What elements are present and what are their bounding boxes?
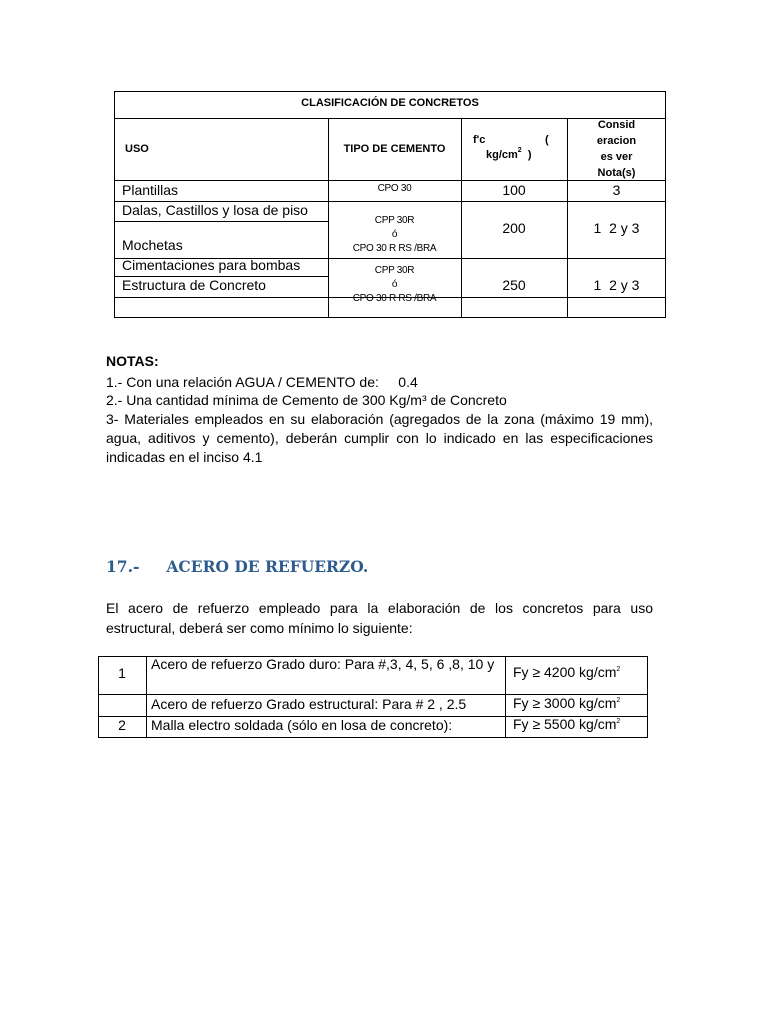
header-fc: f'c [473, 134, 486, 146]
intro-paragraph: El acero de refuerzo empleado para la elaboración de los concretos para uso estructural, deberá ser como mínimo lo siguiente: [106, 600, 653, 636]
table-cell-cemento: CPO 30 [377, 183, 412, 194]
table-cell-desc: Acero de refuerzo Grado duro: Para #,3, 4, 5, 6 ,8, 10 y [151, 656, 495, 672]
table-cell-notas: 1 2 y 3 [593, 220, 640, 236]
table-cell-cemento: CPP 30R ó CPO 30 R RS /BRA [352, 215, 437, 254]
table-cell-notas: 1 2 y 3 [593, 277, 640, 293]
table-cell-desc: Malla electro soldada (sólo en losa de concreto): [151, 717, 453, 733]
concrete-classification-table [114, 91, 666, 318]
table-cell-fc: 200 [502, 220, 526, 236]
table-cell-fy: Fy ≥ 5500 $kg/cm^2$ [513, 716, 621, 732]
header-fc-units: $kg/cm^2$ ) [486, 147, 532, 161]
header-tipo-cemento: TIPO DE CEMENTO [343, 143, 446, 155]
table-cell-desc: Acero de refuerzo Grado estructural: Para # 2 , 2.5 [151, 696, 467, 712]
header-uso: USO [125, 143, 149, 155]
table-cell-num: 2 [118, 717, 126, 733]
table-cell-notas: 3 [612, 182, 621, 198]
table-cell-uso: Plantillas [122, 182, 179, 198]
note-item: 3- Materiales empleados en su elaboración (agregados de la zona (máximo 19 mm), agua, aditivos y cemento), deberán cumplir con lo indicado en las especificaciones indicadas en el inciso 4.1 [106, 411, 653, 465]
section-heading [106, 557, 368, 576]
table-cell-fy: Fy ≥ 4200 $kg/cm^2$ [513, 664, 621, 680]
notes-heading: NOTAS: [106, 353, 159, 369]
table-cell-num: 1 [118, 665, 126, 681]
table-cell-cemento: CPP 30R ó CPO 30 R RS /BRA [352, 265, 437, 304]
section-title: ACERO DE REFUERZO. [166, 557, 369, 576]
table-cell-uso: Mochetas [122, 237, 183, 253]
header-consideraciones: Consid eracion es ver Nota(s) [596, 119, 637, 179]
note-item: 2.- Una cantidad mínima de Cemento de 300 Kg/m³ de Concreto [106, 392, 507, 408]
header-fc-paren: ( [545, 134, 549, 146]
table-title: CLASIFICACIÓN DE CONCRETOS [301, 97, 479, 109]
section-number: 17.- [106, 557, 140, 576]
note-item: 1.- Con una relación AGUA / CEMENTO de: 0.4 [106, 374, 418, 390]
table-cell-fy: Fy ≥ 3000 $kg/cm^2$ [513, 695, 621, 711]
table-cell-uso: Cimentaciones para bombas [122, 257, 301, 273]
steel-table [98, 656, 648, 738]
table-cell-uso: Estructura de Concreto [122, 277, 266, 293]
table-cell-uso: Dalas, Castillos y losa de piso [122, 202, 308, 218]
table-cell-fc: 250 [502, 277, 526, 293]
table-cell-fc: 100 [502, 182, 526, 198]
